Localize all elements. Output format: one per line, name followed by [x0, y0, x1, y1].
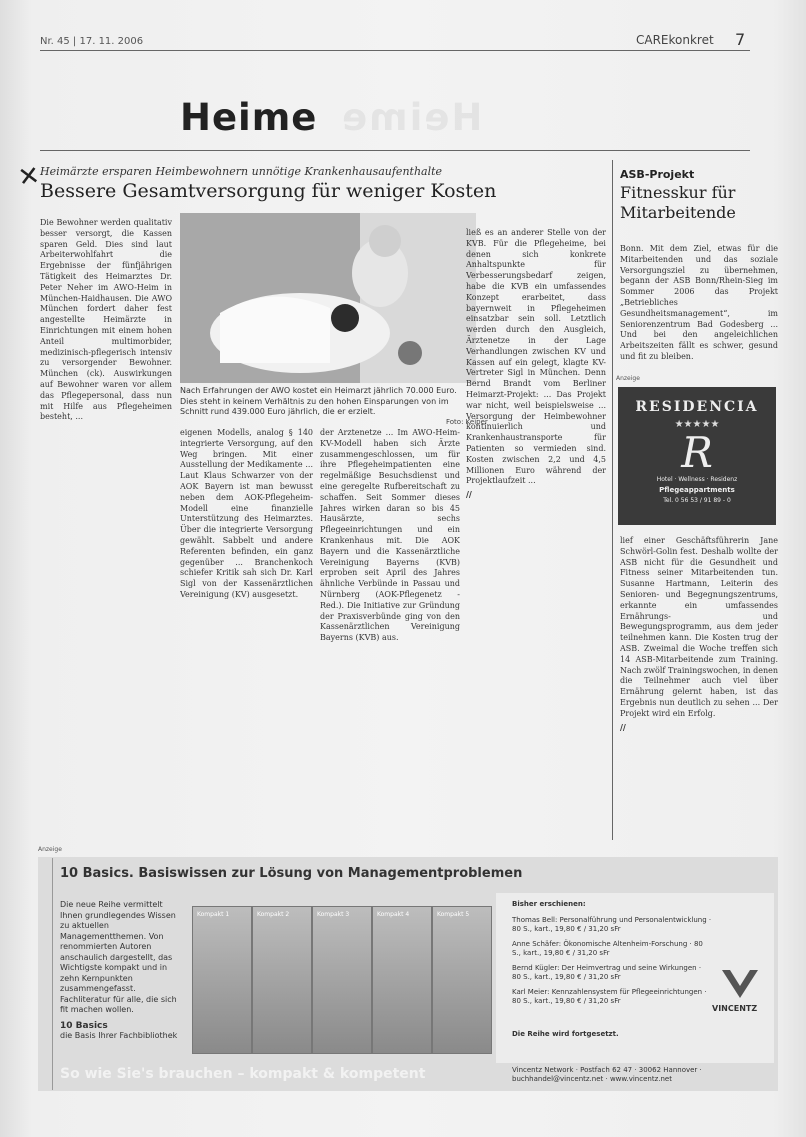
article-column-2 [180, 428, 313, 838]
series-name: 10 Basics [60, 1020, 108, 1031]
book-label: Kompakt 4 [377, 911, 410, 918]
photo-credit: Foto: Keiper [446, 418, 488, 426]
vincentz-name: VINCENTZ [712, 1004, 758, 1013]
order-item: Bernd Kügler: Der Heimvertrag und seine Wirkungen · 80 S., kart., 19,80 € / 31,20 sFr [512, 964, 702, 981]
ad-title: 10 Basics. Basiswissen zur Lösung von Managementproblemen [60, 866, 523, 881]
article-column-4 [466, 228, 606, 838]
residencia-logo: R [681, 428, 713, 477]
column-text: eigenen Modells, analog § 140 integrierte Versorgung, auf den Weg bringen. Mit einer Ausstellung der Medikamente ... Laut Klaus Schwarzer von der AOK Bayern ist man bewusst neben dem AOK-Pflegeheim-Modell eine finanzielle Unterstützung des Heimarztes. Über die integrierte Versorgung gewählt. Sabbelt und andere Referenten befinden, ein ganz gegenüber ... Branchenkoch schiefer Kritik sah sich Dr. Karl Sigl von der Kassenärztlichen Vereinigung (KV) ausgesetzt. [180, 428, 313, 599]
column-text: der Ärztenetze ... Im AWO-Heim-KV-Modell haben sich Ärzte zusammengeschlossen, um für ihre Pflegeheimpatienten eine regelmäßige Besuchsdienst und eine geregelte Rufbereitschaft zu schaffen. Seit Sommer dieses Jahres wirken daran so bis 45 Hausärzte, sechs Pflegeeinrichtungen und ein Krankenhaus mit. Die AOK Bayern und die Kassenärztliche Vereinigung Bayerns (KVB) erproben seit April des Jahres ähnliche Verbünde in Passau und Nürnberg (AOK-Pflegenetz - Red.). Die Initiative zur Gründung der Praxisverbünde ging von den Kassenärztlichen Vereinigung Bayerns (KVB) aus. [320, 428, 460, 643]
residencia-ad [618, 387, 776, 525]
end-mark: // [620, 721, 626, 732]
column-text: Bonn. Mit dem Ziel, etwas für die Mitarbeitenden und das soziale Versorgungsziel zu übernehmen, begann der ASB Bonn/Rhein-Sieg im Sommer 2006 das Projekt „Betriebliches Gesundheitsmanagement“, im Seniorenzentrum Bad Godesberg ... Und bei den angeleichlichen Arbeitszeiten fällt es schwer, gesund und fit zu bleiben. [620, 244, 778, 361]
series-subtitle: die Basis Ihrer Fachbibliothek [60, 1030, 178, 1040]
issue-date: Nr. 45 | 17. 11. 2006 [40, 36, 144, 47]
book-cover [432, 906, 492, 1054]
ad-label: Anzeige [616, 375, 640, 382]
star-rating: ★★★★★ [674, 419, 720, 430]
order-item: Karl Meier: Kennzahlensystem für Pflegeeinrichtungen · 80 S., kart., 19,80 € / 31,20 sFr [512, 988, 707, 1005]
order-note: Die Reihe wird fortgesetzt. [512, 1030, 619, 1038]
end-mark: // [466, 489, 472, 500]
ad-accent-line [52, 858, 53, 1090]
publisher-address: Vincentz Network · Postfach 62 47 · 30062 Hannover · buchhandel@vincentz.net · www.vincentz.net [512, 1066, 702, 1083]
photo-illustration [180, 213, 476, 383]
article-headline: Bessere Gesamtversorgung für weniger Kosten [40, 180, 497, 202]
sidebar-title: Fitnesskur für Mitarbeitende [620, 183, 736, 222]
sidebar-divider [612, 160, 613, 840]
order-item: Anne Schäfer: Ökonomische Altenheim-Forschung · 80 S., kart., 19,80 € / 31,20 sFr [512, 940, 703, 957]
article-column-1 [40, 218, 172, 838]
photo-caption: Nach Erfahrungen der AWO kostet ein Heimarzt jährlich 70.000 Euro. Dies steht in keinem Verhältnis zu den hohen Einsparungen von im Schnitt rund 439.000 Euro jährlich, die er erzielt. [180, 386, 457, 416]
article-column-3 [320, 428, 460, 838]
order-heading: Bisher erschienen: [512, 900, 586, 908]
column-text: ließ es an anderer Stelle von der KVB. Für die Pflegeheime, bei denen sich konkrete Anhaltspunkte für Verbesserungsbedarf zeigen, habe die KVB ein umfassendes Konzept erarbeitet, dass bayernweit in Pflegeheimen einsatzbar sein soll. Letztlich werden durch den Ausgleich, Ärztenetze in der Lage Verhandlungen zwischen KV und Kassen auf ein gelegt, klagte KV-Vertreter Sigl in München. Denn Bernd Brandt vom Berliner Heimarzt-Projekt: ... Das Projekt war nicht, weil beispielsweise ... Versorgung der Heimbewohner kontinuierlich und Krankenhaustransporte für Patienten so vermieden sind. Kosten zwischen 2,2 und 4,5 Millionen Euro während der Projektlaufzeit ... [466, 228, 606, 486]
order-item: Thomas Bell: Personalführung und Personalentwicklung · 80 S., kart., 19,80 € / 31,20 sFr [512, 916, 712, 933]
book-label: Kompakt 1 [197, 911, 230, 918]
residencia-phone: Tel. 0 56 53 / 91 89 - 0 [663, 497, 731, 504]
book-cover [312, 906, 372, 1054]
handwritten-cross-mark: ✕ [16, 160, 42, 194]
book-cover [192, 906, 252, 1054]
section-title-showthrough: Heime [340, 96, 483, 139]
article-kicker: Heimärzte ersparen Heimbewohnern unnötige Krankenhausaufenthalte [40, 165, 443, 178]
article-photo [180, 213, 476, 383]
residencia-name: RESIDENCIA [635, 399, 759, 415]
column-text: lief einer Geschäftsführerin Jane Schwörl-Golin fest. Deshalb wollte der ASB nicht für die Gesundheit und Fitness seiner Mitarbeitenden tun. Susanne Hartmann, Leiterin des Senioren- und Begegnungszentrums, erkannte ein umfassendes Ernährungs- und Bewegungsprogramm, aus dem jeder teilnehmen kann. Die Kosten trug der ASB. Zweimal die Woche treffen sich 14 ASB-Mitarbeitende zum Training. Nach zwölf Trainingswochen, in denen die Teilnehmer auch viel über Ernährung gelernt haben, ist das Ergebnis nun deutlich zu sehen ... Der Projekt wird ein Erfolg. [620, 536, 778, 718]
book-label: Kompakt 2 [257, 911, 290, 918]
book-label: Kompakt 5 [437, 911, 470, 918]
ad-intro-text: Die neue Reihe vermittelt Ihnen grundlegendes Wissen zu aktuellen Managementthemen. Von renommierten Autoren anschaulich dargestellt, das Wichtigste kompakt und in zehn Kernpunkten zusammengefasst. Fachliteratur für alle, die sich fit machen wollen. [60, 900, 177, 1014]
section-rule [40, 150, 750, 151]
residencia-tagline: Hotel · Wellness · Residenz [656, 476, 738, 483]
vincentz-logo-icon [720, 966, 760, 1002]
sidebar-text-top [620, 244, 778, 370]
brand-name: CAREkonkret [636, 33, 714, 47]
book-label: Kompakt 3 [317, 911, 350, 918]
ad-slogan: So wie Sie's brauchen – kompakt & kompetent [60, 1066, 426, 1082]
header-rule [40, 50, 750, 51]
book-cover [372, 906, 432, 1054]
sidebar-kicker: ASB-Projekt [620, 168, 695, 181]
residencia-offer: Pflegeappartments [659, 486, 735, 494]
section-title: Heime [180, 96, 318, 139]
page-number: 7 [735, 30, 746, 49]
sidebar-text-bottom [620, 536, 778, 838]
ad-label: Anzeige [38, 846, 62, 853]
column-text: Die Bewohner werden qualitativ besser versorgt, die Kassen sparen Geld. Dies sind laut Arbeiterwohlfahrt die Ergebnisse der fünfjährigen Tätigkeit des Heimarztes Dr. Peter Neher im AWO-Heim in München-Haidhausen. Die AWO München fordert daher fest angestellte Heimärzte in Einrichtungen mit einem hohen Anteil multimorbider, medizinisch-pflegerisch intensiv zu versorgender Bewohner. München (ck). Auswirkungen auf Bewohner waren vor allem das Pflegepersonal, dass nun mit Hilfe aus Pflegeheimen besteht, ... [40, 218, 172, 422]
book-cover [252, 906, 312, 1054]
ad-intro [60, 900, 178, 1041]
